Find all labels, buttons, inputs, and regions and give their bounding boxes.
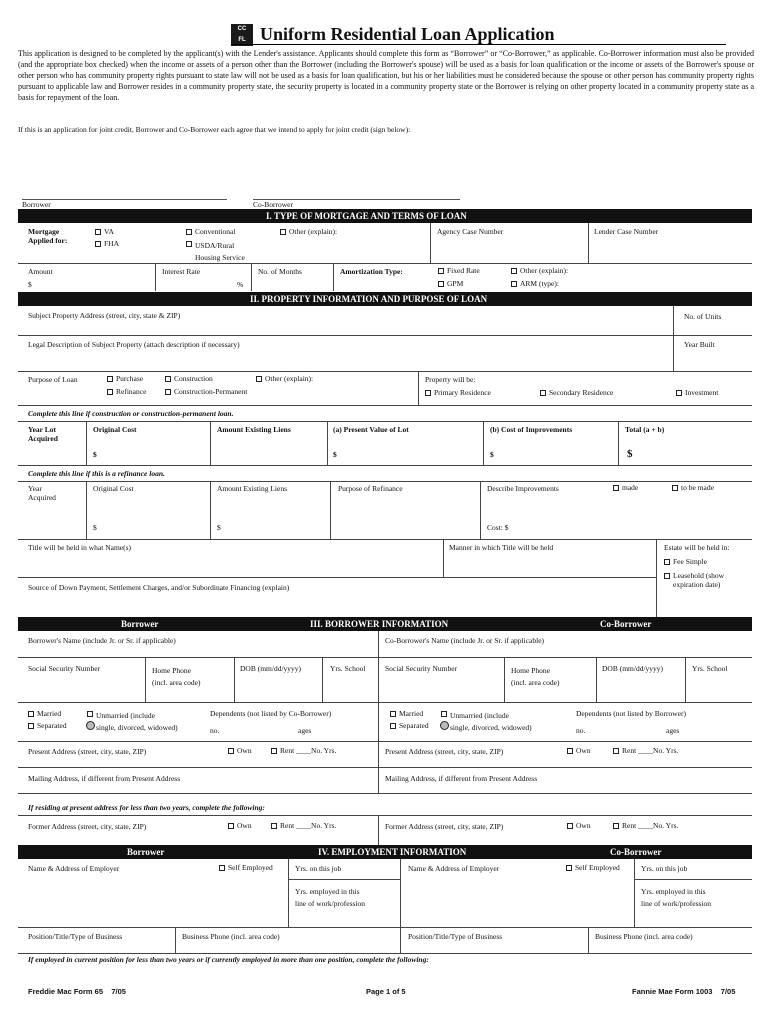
checkbox-icon (511, 281, 517, 287)
married-label: Married (399, 709, 424, 718)
checkbox-icon (438, 281, 444, 287)
divider (18, 335, 752, 336)
coborrower-yrs-on-job-label: Yrs. on this job (641, 864, 688, 873)
borrower-ssn-label: Social Security Number (28, 664, 101, 673)
refinance-original-cost-dollar: $ (93, 523, 97, 532)
divider (430, 223, 431, 263)
coborrower-name-label: Co-Borrower's Name (include Jr. or Sr. if applicable) (385, 636, 545, 645)
lender-case-number-label: Lender Case Number (594, 227, 659, 236)
coborrower-signature-label: Co-Borrower (253, 200, 293, 209)
section-4-coborrower-label: Co-Borrower (610, 847, 662, 857)
coborrower-yrs-employed-label: Yrs. employed in this line of work/profession (641, 887, 711, 908)
coborrower-position-label: Position/Title/Type of Business (408, 932, 503, 941)
title-underline (231, 44, 726, 45)
borrower-former-own-checkbox[interactable] (228, 822, 252, 831)
conventional-checkbox[interactable] (186, 228, 235, 237)
divider (588, 927, 589, 953)
checkbox-icon (567, 748, 573, 754)
checkbox-icon (95, 241, 101, 247)
primary-residence-label: Primary Residence (434, 388, 491, 397)
footer-right: Fannie Mae Form 1003 7/05 (632, 987, 736, 996)
divider (504, 657, 505, 702)
borrower-yrs-on-job-label: Yrs. on this job (295, 864, 342, 873)
divider (18, 953, 752, 954)
primary-residence-checkbox[interactable] (425, 389, 491, 398)
amount-dollar: $ (28, 280, 32, 289)
checkbox-icon (613, 748, 619, 754)
coborrower-business-phone-label: Business Phone (incl. area code) (595, 932, 693, 941)
checkbox-icon (567, 823, 573, 829)
borrower-unmarried-checkbox[interactable] (87, 710, 178, 734)
own-label: Own (576, 746, 591, 755)
fha-checkbox[interactable] (95, 240, 119, 249)
divider (330, 481, 331, 539)
borrower-signature-line[interactable] (22, 199, 227, 200)
divider (443, 539, 444, 577)
borrower-dependents-label: Dependents (not listed by Co-Borrower) (210, 709, 332, 718)
refinance-existing-liens-label: Amount Existing Liens (217, 484, 287, 493)
coborrower-self-employed-checkbox[interactable] (566, 864, 620, 873)
coborrower-ssn-label: Social Security Number (385, 664, 458, 673)
divider (145, 657, 146, 702)
borrower-position-label: Position/Title/Type of Business (28, 932, 123, 941)
original-cost-dollar: $ (93, 450, 97, 459)
refinance-existing-liens-dollar: $ (217, 523, 221, 532)
divider (18, 657, 752, 658)
arm-checkbox[interactable] (511, 280, 559, 289)
borrower-yrs-employed-label: Yrs. employed in this line of work/profession (295, 887, 365, 908)
secondary-residence-checkbox[interactable] (540, 389, 613, 398)
construction-permanent-checkbox[interactable] (165, 388, 247, 397)
section-2-title: II. PROPERTY INFORMATION AND PURPOSE OF LOAN (250, 294, 488, 304)
employed-less-two-years-note: If employed in current position for less than two years or if currently employed in more than one position, complete the following: (28, 955, 429, 964)
coborrower-former-rent-checkbox[interactable] (613, 822, 678, 831)
coborrower-unmarried-checkbox[interactable] (441, 710, 532, 734)
divider (18, 702, 752, 703)
section-1-title: I. TYPE OF MORTGAGE AND TERMS OF LOAN (266, 211, 467, 221)
divider (673, 306, 674, 372)
coborrower-dependents-ages: ages (666, 726, 680, 735)
checkbox-icon (390, 723, 396, 729)
other-amortization-checkbox[interactable] (511, 267, 568, 276)
purchase-label: Purchase (116, 374, 144, 383)
checkbox-icon (511, 268, 517, 274)
borrower-dependents-no: no. (210, 726, 220, 735)
section-3-title: III. BORROWER INFORMATION (310, 619, 449, 629)
rent-label: Rent ____No. Yrs. (622, 821, 679, 830)
legal-description-label: Legal Description of Subject Property (attach description if necessary) (28, 340, 240, 349)
purchase-checkbox[interactable] (107, 375, 143, 384)
checkbox-icon (228, 748, 234, 754)
agency-case-number-label: Agency Case Number (437, 227, 504, 236)
checkbox-icon (95, 229, 101, 235)
checkbox-icon (425, 390, 431, 396)
refinance-label: Refinance (116, 387, 147, 396)
coborrower-rent-checkbox[interactable] (613, 747, 678, 756)
own-label: Own (237, 821, 252, 830)
year-acquired-label: Year Acquired (28, 484, 56, 502)
divider (18, 481, 752, 482)
borrower-rent-checkbox[interactable] (271, 747, 336, 756)
present-value-dollar: $ (333, 450, 337, 459)
subject-address-label: Subject Property Address (street, city, state & ZIP) (28, 311, 181, 320)
divider (18, 927, 752, 928)
divider (155, 263, 156, 291)
borrower-employer-label: Name & Address of Employer (28, 864, 120, 873)
refinance-original-cost-label: Original Cost (93, 484, 134, 493)
present-value-lot-label: (a) Present Value of Lot (333, 425, 409, 434)
checkbox-icon (165, 389, 171, 395)
section-3-borrower-label: Borrower (121, 619, 159, 629)
other-purpose-checkbox[interactable] (256, 375, 313, 384)
describe-improvements-label: Describe Improvements (487, 484, 559, 493)
checkbox-icon (256, 376, 262, 382)
self-employed-label: Self Employed (228, 863, 273, 872)
divider (288, 859, 289, 927)
made-label: made (622, 483, 639, 492)
usda-checkbox[interactable] (186, 240, 245, 264)
coborrower-former-own-checkbox[interactable] (567, 822, 591, 831)
divider (333, 263, 334, 291)
checkbox-icon (107, 376, 113, 382)
total-label: Total (a + b) (625, 425, 665, 434)
divider (18, 577, 656, 578)
checkbox-icon (613, 823, 619, 829)
checkbox-icon (613, 485, 619, 491)
divider (588, 223, 589, 263)
coborrower-home-phone-label: Home Phone (incl. area code) (511, 666, 560, 687)
amount-label: Amount (28, 267, 53, 276)
divider (18, 405, 752, 406)
checkbox-icon (390, 711, 396, 717)
center-divider (378, 815, 379, 845)
section-3-header (18, 617, 752, 631)
cost-improvements-dollar: $ (490, 450, 494, 459)
improvements-cost-label: Cost: $ (487, 523, 509, 532)
separated-label: Separated (37, 721, 67, 730)
coborrower-present-address-label: Present Address (street, city, state, ZIP) (385, 747, 504, 756)
coborrower-separated-checkbox[interactable] (390, 722, 429, 731)
other-explain-label: Other (explain): (289, 227, 338, 236)
purpose-of-refinance-label: Purpose of Refinance (338, 484, 403, 493)
checkbox-icon (664, 573, 670, 579)
divider (480, 481, 481, 539)
borrower-dob-label: DOB (mm/dd/yyyy) (240, 664, 302, 673)
checkbox-icon (228, 823, 234, 829)
radio-icon (86, 721, 95, 730)
divider (18, 741, 752, 742)
radio-icon (440, 721, 449, 730)
gpm-label: GPM (447, 279, 464, 288)
divider (634, 879, 752, 880)
divider (483, 421, 484, 465)
borrower-yrs-school-label: Yrs. School (330, 664, 366, 673)
fee-simple-checkbox[interactable] (664, 558, 707, 567)
checkbox-icon (219, 865, 225, 871)
amortization-type-label: Amortization Type: (340, 267, 403, 276)
original-cost-label: Original Cost (93, 425, 137, 434)
divider (18, 263, 752, 264)
other-purpose-label: Other (explain): (265, 374, 314, 383)
section-2-header (18, 292, 752, 306)
borrower-present-address-label: Present Address (street, city, state, ZIP) (28, 747, 147, 756)
coborrower-former-address-label: Former Address (street, city, state, ZIP) (385, 822, 504, 831)
to-be-made-label: to be made (681, 483, 714, 492)
center-divider (378, 631, 379, 793)
construction-note: Complete this line if construction or construction-permanent loan. (28, 409, 234, 418)
to-be-made-checkbox[interactable] (672, 484, 714, 493)
leasehold-label: Leasehold (show expiration date) (673, 571, 725, 589)
section-4-borrower-label: Borrower (127, 847, 165, 857)
investment-checkbox[interactable] (676, 389, 718, 398)
va-checkbox[interactable] (95, 228, 114, 237)
arm-label: ARM (type): (520, 279, 559, 288)
no-of-units-label: No. of Units (684, 312, 722, 321)
divider (685, 657, 686, 702)
checkbox-icon (664, 559, 670, 565)
borrower-home-phone-label: Home Phone (incl. area code) (152, 666, 201, 687)
divider (251, 263, 252, 291)
checkbox-icon (28, 723, 34, 729)
section-3-coborrower-label: Co-Borrower (600, 619, 652, 629)
divider (18, 539, 752, 540)
divider (175, 927, 176, 953)
own-label: Own (576, 821, 591, 830)
borrower-separated-checkbox[interactable] (28, 722, 67, 731)
divider (18, 421, 752, 422)
interest-rate-percent: % (237, 280, 244, 289)
two-years-note: If residing at present address for less than two years, complete the following: (28, 803, 265, 812)
borrower-former-rent-checkbox[interactable] (271, 822, 336, 831)
divider (288, 879, 400, 880)
divider (234, 657, 235, 702)
divider (596, 657, 597, 702)
construction-label: Construction (174, 374, 213, 383)
divider (18, 465, 752, 466)
borrower-name-label: Borrower's Name (include Jr. or Sr. if applicable) (28, 636, 176, 645)
checkbox-icon (280, 229, 286, 235)
va-label: VA (104, 227, 114, 236)
no-of-months-label: No. of Months (258, 267, 302, 276)
other-mortgage-checkbox[interactable] (280, 228, 337, 237)
separated-label: Separated (399, 721, 429, 730)
checkbox-icon (540, 390, 546, 396)
coborrower-dob-label: DOB (mm/dd/yyyy) (602, 664, 664, 673)
purpose-of-loan-label: Purpose of Loan (28, 375, 78, 384)
year-lot-acquired-label: Year Lot Acquired (28, 425, 58, 443)
checkbox-icon (438, 268, 444, 274)
footer-page-number: Page 1 of 5 (366, 987, 406, 996)
rent-label: Rent ____No. Yrs. (280, 746, 337, 755)
borrower-signature-label: Borrower (22, 200, 51, 209)
borrower-married-checkbox[interactable] (28, 710, 61, 719)
checkbox-icon (441, 711, 447, 717)
coborrower-employer-label: Name & Address of Employer (408, 864, 500, 873)
coborrower-yrs-school-label: Yrs. School (692, 664, 728, 673)
fixed-rate-label: Fixed Rate (447, 266, 480, 275)
construction-checkbox[interactable] (165, 375, 213, 384)
borrower-business-phone-label: Business Phone (incl. area code) (182, 932, 280, 941)
interest-rate-label: Interest Rate (162, 267, 201, 276)
fee-simple-label: Fee Simple (673, 557, 707, 566)
divider (322, 657, 323, 702)
secondary-residence-label: Secondary Residence (549, 388, 614, 397)
rent-label: Rent ____No. Yrs. (280, 821, 337, 830)
checkbox-icon (107, 389, 113, 395)
divider (210, 481, 211, 539)
usda-label: USDA/Rural Housing Service (195, 241, 245, 262)
form-logo (231, 24, 253, 46)
mortgage-applied-for-label: Mortgage Applied for: (28, 227, 68, 245)
construction-permanent-label: Construction-Permanent (174, 387, 248, 396)
own-label: Own (237, 746, 252, 755)
self-employed-label: Self Employed (575, 863, 620, 872)
section-4-header (18, 845, 752, 859)
divider (327, 421, 328, 465)
refinance-checkbox[interactable] (107, 388, 146, 397)
divider (18, 371, 752, 372)
title-held-names-label: Title will be held in what Name(s) (28, 543, 132, 552)
rent-label: Rent ____No. Yrs. (622, 746, 679, 755)
footer-left: Freddie Mac Form 65 7/05 (28, 987, 126, 996)
source-down-payment-label: Source of Down Payment, Settlement Charges, and/or Subordinate Financing (explain) (28, 583, 290, 592)
divider (86, 481, 87, 539)
intro-paragraph: This application is designed to be completed by the applicant(s) with the Lender's assistance. Applicants should complete this form as “Borrower” or “Co-Borrower,” as applicable. Co-Borrower information must also be provided (and the appropriate box checked) when the income or assets of a person other than the Borrower (including the Borrower's spouse) will be used as a basis for loan qualification or the income or assets of the Borrower's spouse or other person who has community property rights pursuant to state law will not be used as a basis for loan qualification, but his or her liabilities must be considered because the spouse or other person has community property rights pursuant to applicable law and Borrower resides in a community property state, the security property is located in a community property state or the Borrower is relying on other property located in a community property state as a basis for repayment of the loan. (18, 49, 754, 102)
conventional-label: Conventional (195, 227, 236, 236)
other-amortization-label: Other (explain): (520, 266, 569, 275)
borrower-self-employed-checkbox[interactable] (219, 864, 273, 873)
coborrower-dependents-label: Dependents (not listed by Borrower) (576, 709, 686, 718)
title-manner-label: Manner in which Title will be held (449, 543, 554, 552)
property-will-be-label: Property will be: (425, 375, 476, 384)
coborrower-married-checkbox[interactable] (390, 710, 423, 719)
section-4-title: IV. EMPLOYMENT INFORMATION (318, 847, 467, 857)
checkbox-icon (28, 711, 34, 717)
investment-label: Investment (685, 388, 719, 397)
borrower-dependents-ages: ages (298, 726, 312, 735)
coborrower-own-checkbox[interactable] (567, 747, 591, 756)
estate-held-label: Estate will be held in: (664, 543, 730, 552)
checkbox-icon (566, 865, 572, 871)
borrower-own-checkbox[interactable] (228, 747, 252, 756)
checkbox-icon (271, 823, 277, 829)
unmarried-label: Unmarried (include single, divorced, widowed) (96, 711, 178, 732)
checkbox-icon (271, 748, 277, 754)
page-title: Uniform Residential Loan Application (260, 24, 555, 44)
divider (86, 421, 87, 465)
coborrower-dependents-no: no. (576, 726, 586, 735)
gpm-checkbox[interactable] (438, 280, 463, 289)
refinance-note: Complete this line if this is a refinance loan. (28, 469, 165, 478)
fixed-rate-checkbox[interactable] (438, 267, 480, 276)
divider (210, 421, 211, 465)
checkbox-icon (87, 711, 93, 717)
cost-improvements-label: (b) Cost of Improvements (490, 425, 573, 434)
made-checkbox[interactable] (613, 484, 638, 493)
checkbox-icon (672, 485, 678, 491)
divider (418, 371, 419, 405)
checkbox-icon (165, 376, 171, 382)
married-label: Married (37, 709, 62, 718)
amount-existing-liens-label: Amount Existing Liens (217, 425, 291, 434)
divider (18, 793, 752, 794)
leasehold-checkbox[interactable] (664, 572, 724, 589)
joint-credit-statement: If this is an application for joint credit, Borrower and Co-Borrower each agree that we intend to apply for joint credit (sign below): (18, 125, 411, 134)
logo-text: CC FL (237, 26, 247, 43)
divider (18, 815, 752, 816)
coborrower-mailing-address-label: Mailing Address, if different from Present Address (385, 774, 538, 783)
fha-label: FHA (104, 239, 120, 248)
divider (18, 767, 752, 768)
unmarried-label: Unmarried (include single, divorced, widowed) (450, 711, 532, 732)
checkbox-icon (186, 229, 192, 235)
borrower-mailing-address-label: Mailing Address, if different from Present Address (28, 774, 181, 783)
borrower-former-address-label: Former Address (street, city, state, ZIP) (28, 822, 147, 831)
divider (634, 859, 635, 927)
divider (618, 421, 619, 465)
checkbox-icon (186, 241, 192, 247)
section-1-header (18, 209, 752, 223)
checkbox-icon (676, 390, 682, 396)
year-built-label: Year Built (684, 340, 715, 349)
divider (656, 539, 657, 617)
total-dollar: $ (627, 448, 633, 460)
center-divider (400, 859, 401, 953)
